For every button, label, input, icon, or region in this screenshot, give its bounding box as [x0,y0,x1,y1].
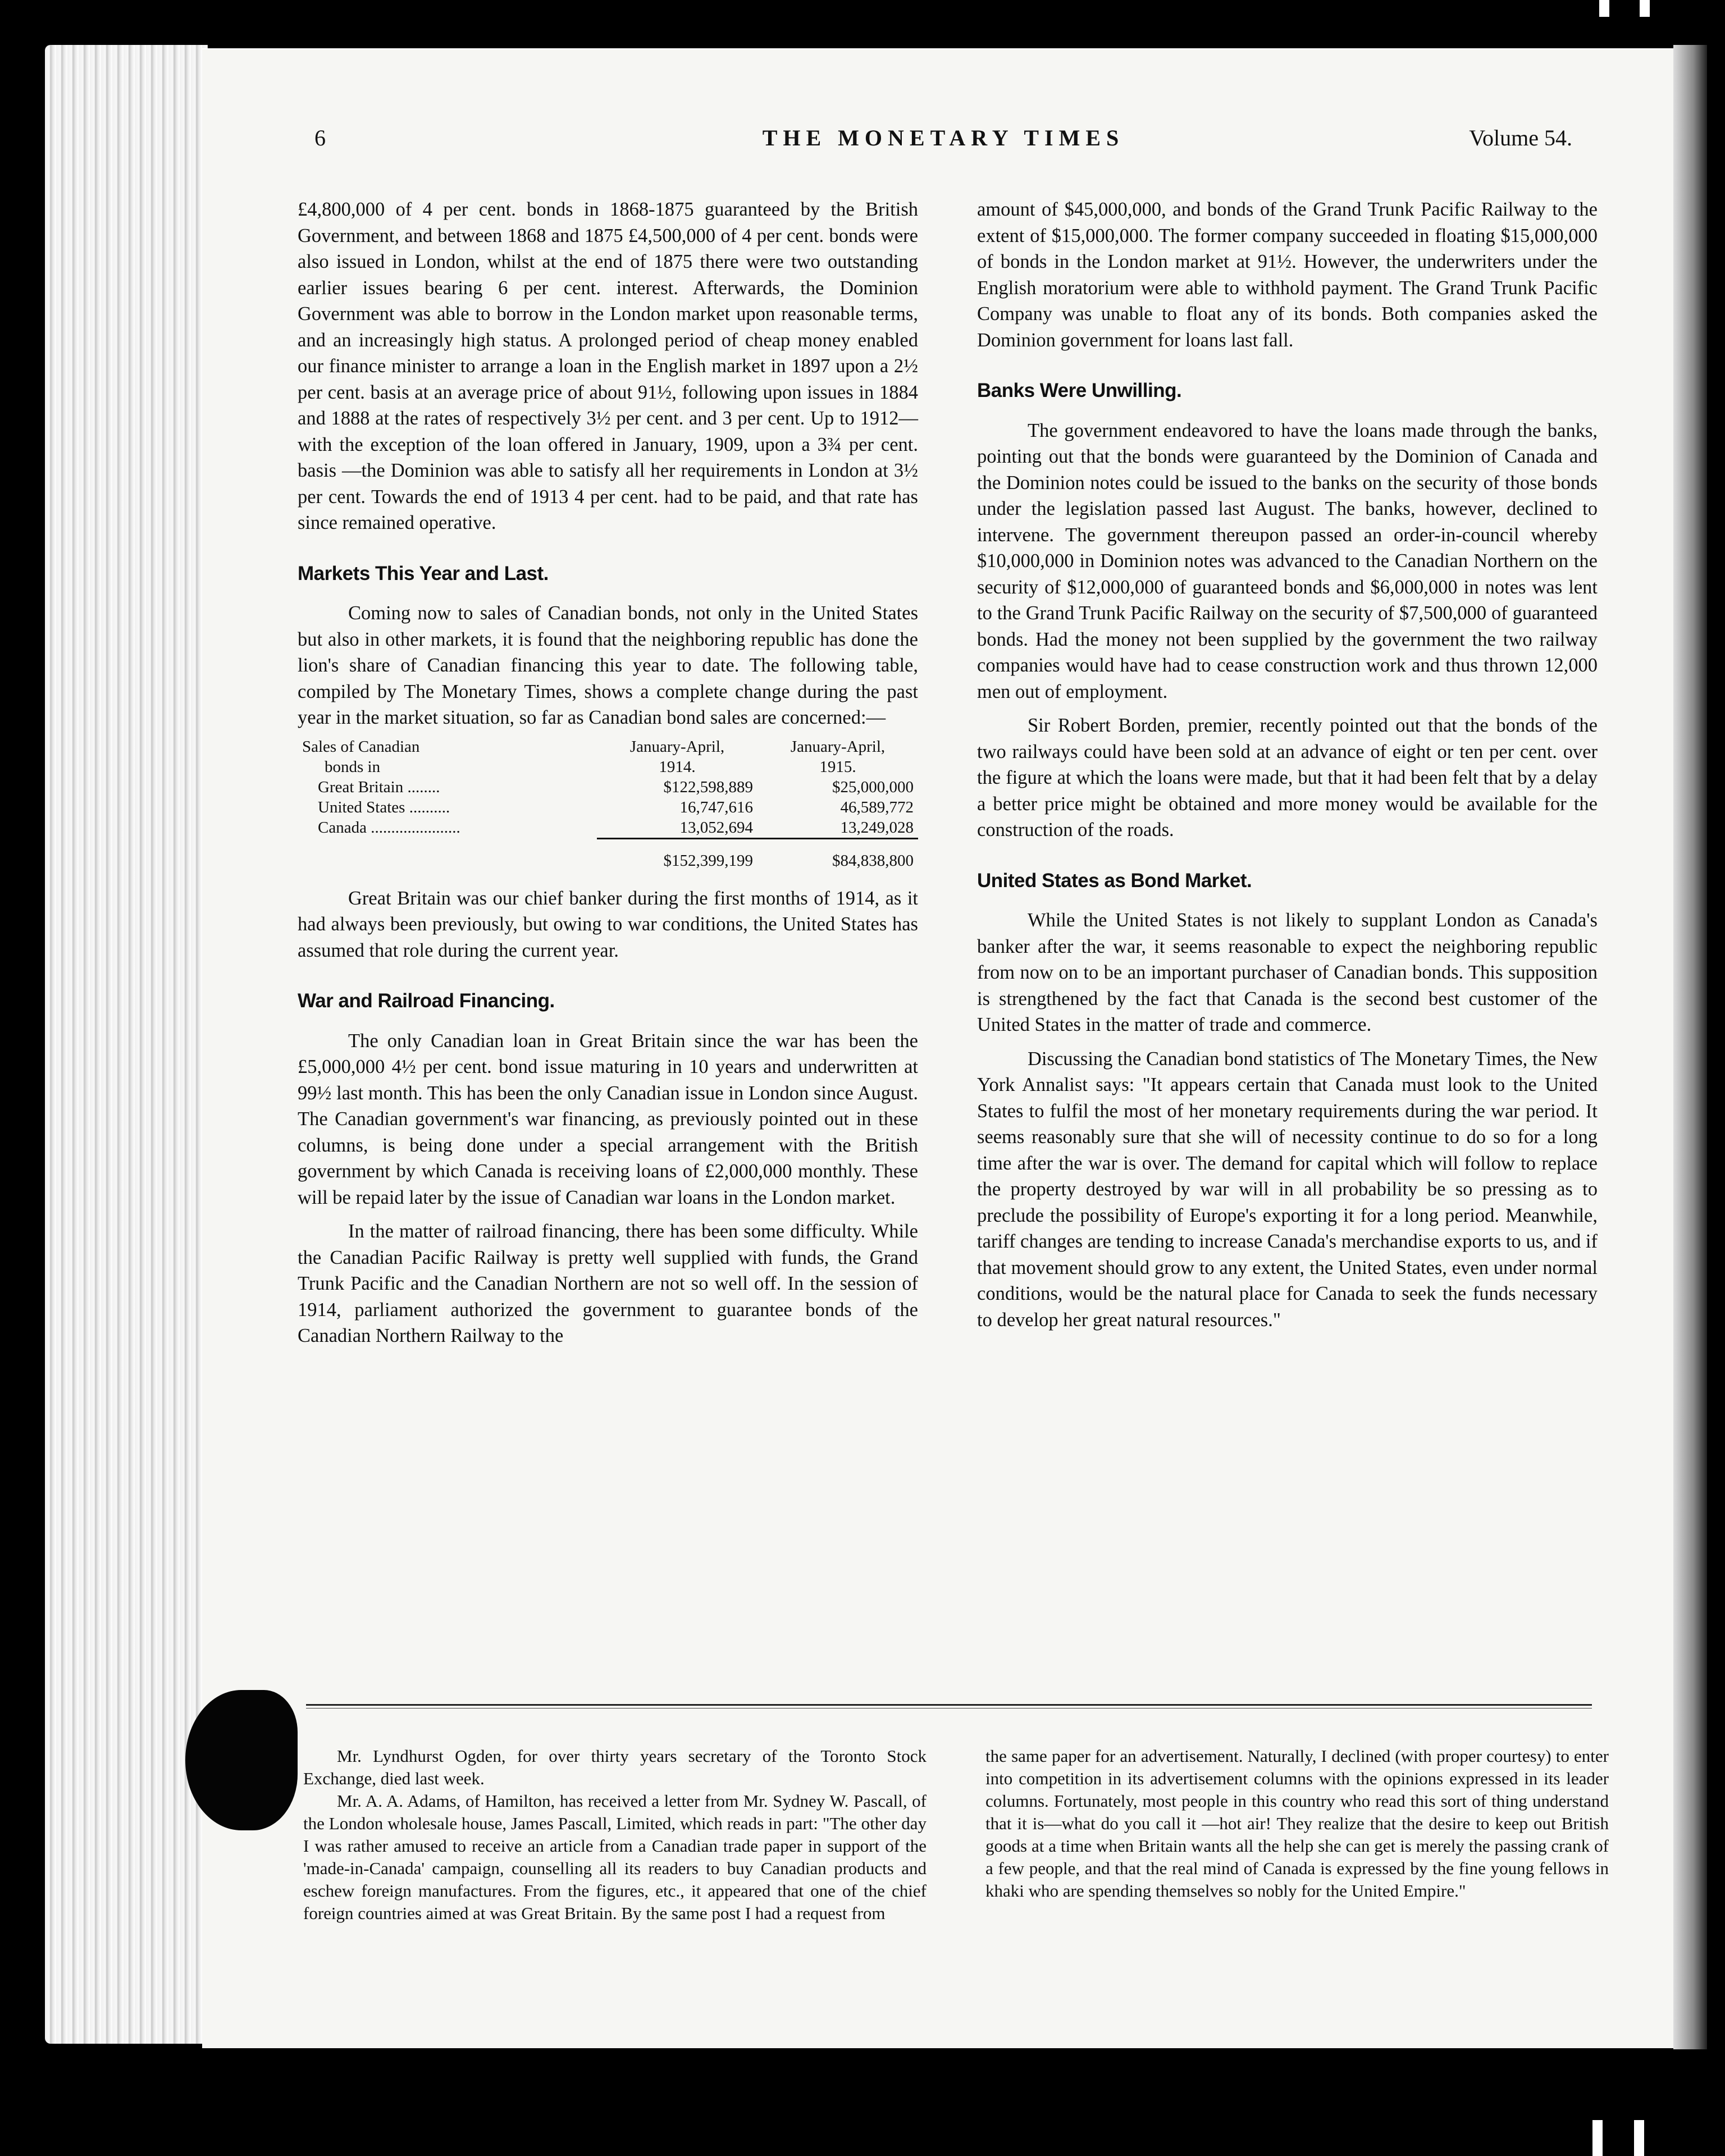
paragraph: Discussing the Canadian bond statistics of The Monetary Times, the New York Annalist says: "It appears certain that Canada must look to the United States to fulfil the most of her monetary requirements during the war period. It seems reasonably sure that she will of necessity continue to do so for a long time after the war is over. The demand for capital which will follow to replace the property destroyed by war will in all probability be so pressing as to preclude the possibility of Europe's exporting it for a long period. Meanwhile, tariff changes are tending to increase Canada's merchandise exports to us, and if that movement should grow to any extent, the United States, even under normal conditions, would be the natural place for Canada to seek the funds necessary to develop her great natural resources." [977,1048,1598,1331]
table-cell: $122,598,889 [663,778,753,796]
paragraph: While the United States is not likely to supplant London as Canada's banker after the war, it seems reasonable to expect the neighboring republic from now on to be an important purchaser of Canadian bonds. This supposition is strengthened by the fact that Canada is the second best customer of the United States in the matter of trade and commerce. [977,910,1598,1035]
table-row [298,777,918,797]
table-header-cell: January-April, 1915. [790,737,886,776]
table-total-cell: $84,838,800 [757,838,918,871]
news-notes-left [303,1745,927,1925]
scan-mark-top-2 [1640,0,1650,17]
paragraph: Sir Robert Borden, premier, recently pointed out that the bonds of the two railways could have been sold at an advance of eight or ten per cent. over the figure at which the loans were made, but that it had been felt that by a delay a better price might be obtained and more money would be available for the construction of the roads. [977,715,1598,841]
section-heading-war: War and Railroad Financing. [298,990,555,1012]
publication-title: THE MONETARY TIMES [762,125,1125,150]
page-number: 6 [314,125,326,150]
table-header-row [298,737,918,777]
book-page-edges [45,45,208,2044]
scan-border-left [0,0,45,2156]
table-row [298,797,918,817]
paragraph: Coming now to sales of Canadian bonds, not only in the United States but also in other markets, it is found that the neighboring republic has done the lion's share of Canadian financing this year to date. The following table, compiled by The Monetary Times, shows a complete change during the past year in the market situation, so far as Canadian bond sales are concerned:— [298,602,918,728]
section-heading-banks: Banks Were Unwilling. [977,380,1182,401]
book-gutter [1673,45,1707,2049]
table-total-row [298,838,918,871]
paragraph: In the matter of railroad financing, there has been some difficulty. While the Canadian Pacific Railway is pretty well supplied with funds, the Grand Trunk Pacific and the Canadian Northern are not so well off. In the session of 1914, parliament authorized the government to guarantee bonds of the Canadian Northern Railway to the [298,1221,918,1346]
scan-blot [185,1690,298,1830]
table-cell: 13,249,028 [840,818,914,837]
paragraph: £4,800,000 of 4 per cent. bonds in 1868-1875 guaranteed by the British Government, and between 1868 and 1875 £4,500,000 of 4 per cent. bonds were also issued in London, whilst at the end of 1875 there were two outstanding earlier issues bearing 6 per cent. interest. Afterwards, the Dominion Government was able to borrow in the London market upon reasonable terms, and an increasingly high status. A prolonged period of cheap money enabled our finance minister to arrange a loan in the English market in 1897 upon a 2½ per cent. basis at an average price of about 91½, following upon issues in 1884 and 1888 at the rates of respectively 3½ per cent. and 3 per cent. Up to 1912—with the exception of the loan offered in January, 1909, upon a 3¾ per cent. basis —the Dominion was able to satisfy all her requirements in London at 3½ per cent. Towards the end of 1913 4 per cent. had to be paid, and that rate has since remained operative. [298,199,918,533]
note-paragraph: the same paper for an advertisement. Naturally, I declined (with proper courtesy) to enter into competition in its advertisement columns with the opinions expressed in its leader columns. Fortunately, most people in this country who read this sort of thing understand that it is—what do you call it —hot air! They realize that the desire to keep out British goods at a time when Britain wants all the help she can get is merely the passing crank of a few people, and that the real mind of Canada is expressed by the fine young fellows in khaki who are spending themselves so nobly for the United Empire." [985,1746,1609,1901]
note-paragraph: Mr. A. A. Adams, of Hamilton, has received a letter from Mr. Sydney W. Pascall, of the London wholesale house, James Pascall, Limited, which reads in part: "The other day I was rather amused to receive an article from a Canadian trade paper in support of the 'made-in-Canada' campaign, counselling all its readers to buy Canadian products and eschew foreign manufactures. From the figures, etc., it appeared that one of the chief foreign countries aimed at was Great Britain. By the same post I had a request from [303,1791,927,1923]
table-cell: $25,000,000 [832,778,914,796]
table-cell: Canada ...................... [318,819,460,837]
bond-sales-table [298,737,918,871]
paragraph: The government endeavored to have the loans made through the banks, pointing out that the bonds were guaranteed by the Dominion of Canada and the Dominion notes could be issued to the banks on the security of those bonds under the legislation passed last August. The banks, however, declined to intervene. The government thereupon passed an order-in-council whereby $10,000,000 in Dominion notes was advanced to the Canadian Northern on the security of $12,000,000 of guaranteed bonds and $6,000,000 in notes was lent to the Grand Trunk Pacific Railway on the security of $7,500,000 of guaranteed bonds. Had the money not been supplied by the government the two railway companies would have had to cease construction work and thus thrown 12,000 men out of employment. [977,419,1598,702]
table-header-cell: Sales of Canadian bonds in [302,737,420,776]
table-cell: Great Britain ........ [318,778,440,796]
scan-mark-bottom-2 [1634,2120,1644,2156]
section-heading-us: United States as Bond Market. [977,869,1252,892]
paragraph: Great Britain was our chief banker during the first months of 1914, as it had always been previously, but owing to war conditions, the United States has assumed that role during the current year. [298,887,918,961]
paragraph: amount of $45,000,000, and bonds of the Grand Trunk Pacific Railway to the extent of $15,000,000. The former company succeeded in floating $15,000,000 of bonds in the London market at 91½. However, the underwriters under the English moratorium were able to withhold payment. The Grand Trunk Pacific Company was unable to float any of its bonds. Both companies asked the Dominion government for loans last fall. [977,199,1598,351]
table-cell: 46,589,772 [840,798,914,816]
table-total-cell: $152,399,199 [597,838,757,871]
volume-label: Volume 54. [1469,125,1572,150]
section-divider [306,1704,1592,1709]
table-header-cell: January-April, 1914. [629,737,725,776]
running-header [314,125,1572,158]
table-cell: United States .......... [318,798,450,816]
note-paragraph: Mr. Lyndhurst Ogden, for over thirty years secretary of the Toronto Stock Exchange, died last week. [303,1746,927,1788]
left-column [298,197,918,1349]
section-heading-markets: Markets This Year and Last. [298,562,549,584]
paragraph: The only Canadian loan in Great Britain since the war has been the £5,000,000 4½ per cent. bond issue maturing in 10 years and underwritten at 99½ last month. This has been the only Canadian issue in London since August. The Canadian government's war financing, as previously pointed out in these columns, is being done under a special arrangement with the British government by which Canada is receiving loans of £2,000,000 monthly. These will be repaid later by the issue of Canadian war loans in the London market. [298,1030,918,1208]
right-column [977,197,1598,1333]
table-row [298,817,918,839]
scan-mark-bottom-1 [1592,2120,1603,2156]
table-cell: 13,052,694 [679,818,753,837]
scan-mark-top-1 [1599,0,1609,17]
news-notes-right [985,1745,1609,1902]
table-cell: 16,747,616 [679,798,753,816]
